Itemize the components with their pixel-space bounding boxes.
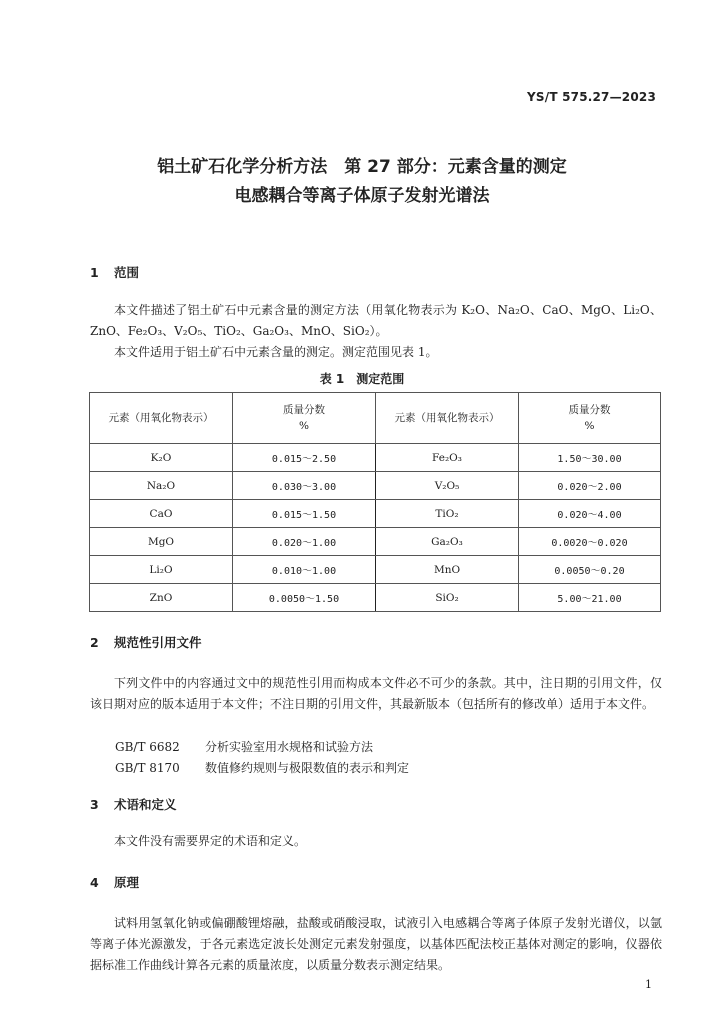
cell-range: 1.50～30.00 xyxy=(519,444,661,472)
document-title-line1: 铝土矿石化学分析方法 第 27 部分：元素含量的测定 xyxy=(157,157,567,177)
section-4-heading xyxy=(90,873,139,891)
section-1-heading xyxy=(90,263,139,281)
table-row xyxy=(90,472,661,500)
reference-code: GB/T 8170 xyxy=(115,761,180,775)
cell-element: Li₂O xyxy=(90,556,233,584)
section-3-paragraph-1: 本文件没有需要界定的术语和定义。 xyxy=(114,834,307,848)
cell-range: 0.010～1.00 xyxy=(233,556,376,584)
header-fraction-label: 质量分数 xyxy=(568,404,611,416)
section-number: 4 xyxy=(90,875,99,890)
section-title: 原理 xyxy=(114,875,140,890)
section-number: 1 xyxy=(90,265,99,280)
standard-code: YS/T 575.27—2023 xyxy=(527,90,656,104)
cell-range: 0.015～1.50 xyxy=(233,500,376,528)
document-title-line2: 电感耦合等离子体原子发射光谱法 xyxy=(234,186,490,206)
reference-title: 数值修约规则与极限数值的表示和判定 xyxy=(205,761,410,775)
cell-element: CaO xyxy=(90,500,233,528)
cell-range: 0.0020～0.020 xyxy=(519,528,661,556)
section-title: 范围 xyxy=(114,265,140,280)
header-fraction-label: 质量分数 xyxy=(283,404,325,416)
cell-range: 0.020～2.00 xyxy=(519,472,661,500)
header-mass-fraction xyxy=(233,393,376,444)
cell-element: Ga₂O₃ xyxy=(376,528,519,556)
section-3-heading xyxy=(90,795,177,813)
cell-element: MgO xyxy=(90,528,233,556)
normative-reference xyxy=(115,759,409,776)
reference-title: 分析实验室用水规格和试验方法 xyxy=(205,740,374,754)
cell-range: 0.020～1.00 xyxy=(233,528,376,556)
cell-element: V₂O₅ xyxy=(376,472,519,500)
cell-element: K₂O xyxy=(90,444,233,472)
table-row xyxy=(90,556,661,584)
cell-range: 0.030～3.00 xyxy=(233,472,376,500)
cell-element: TiO₂ xyxy=(376,500,519,528)
table-row xyxy=(90,500,661,528)
table-row xyxy=(90,528,661,556)
header-element: 元素（用氧化物表示） xyxy=(376,393,519,444)
cell-element: SiO₂ xyxy=(376,584,519,612)
cell-element: Na₂O xyxy=(90,472,233,500)
cell-element: MnO xyxy=(376,556,519,584)
header-element: 元素（用氧化物表示） xyxy=(90,393,233,444)
cell-range: 5.00～21.00 xyxy=(519,584,661,612)
section-4-paragraph-1: 试料用氢氧化钠或偏硼酸锂熔融，盐酸或硝酸浸取，试液引入电感耦合等离子体原子发射光谱仪，以氩等离子体光源激发，于各元素选定波长处测定元素发射强度，以基体匹配法校正基体对测定的影响，仪器依据标准工作曲线计算各元素的质量浓度，以质量分数表示测定结果。 xyxy=(90,916,662,972)
cell-element: Fe₂O₃ xyxy=(376,444,519,472)
header-unit: % xyxy=(299,420,309,432)
header-unit: % xyxy=(584,420,595,432)
measurement-range-table xyxy=(89,392,661,612)
table-row xyxy=(90,584,661,612)
section-title: 术语和定义 xyxy=(114,797,177,812)
cell-range: 0.0050～1.50 xyxy=(233,584,376,612)
cell-range: 0.020～4.00 xyxy=(519,500,661,528)
section-number: 2 xyxy=(90,635,99,650)
section-2-heading xyxy=(90,633,202,651)
section-title: 规范性引用文件 xyxy=(114,635,202,650)
table-header-row xyxy=(90,393,661,444)
header-mass-fraction xyxy=(519,393,661,444)
table-1-caption: 表 1 测定范围 xyxy=(319,372,405,386)
cell-range: 0.015～2.50 xyxy=(233,444,376,472)
table-row xyxy=(90,444,661,472)
normative-reference xyxy=(115,738,373,755)
section-1-paragraph-2: 本文件适用于铝土矿石中元素含量的测定。测定范围见表 1。 xyxy=(114,345,438,359)
section-2-paragraph-1: 下列文件中的内容通过文中的规范性引用而构成本文件必不可少的条款。其中，注日期的引用文件，仅该日期对应的版本适用于本文件；不注日期的引用文件，其最新版本（包括所有的修改单）适用于本文件。 xyxy=(90,676,662,711)
cell-element: ZnO xyxy=(90,584,233,612)
reference-code: GB/T 6682 xyxy=(115,740,180,754)
cell-range: 0.0050～0.20 xyxy=(519,556,661,584)
section-number: 3 xyxy=(90,797,99,812)
section-1-paragraph-1: 本文件描述了铝土矿石中元素含量的测定方法（用氧化物表示为 K₂O、Na₂O、CaO、MgO、Li₂O、ZnO、Fe₂O₃、V₂O₅、TiO₂、Ga₂O₃、MnO、SiO₂）。 xyxy=(90,303,662,338)
page-number: 1 xyxy=(645,978,652,991)
